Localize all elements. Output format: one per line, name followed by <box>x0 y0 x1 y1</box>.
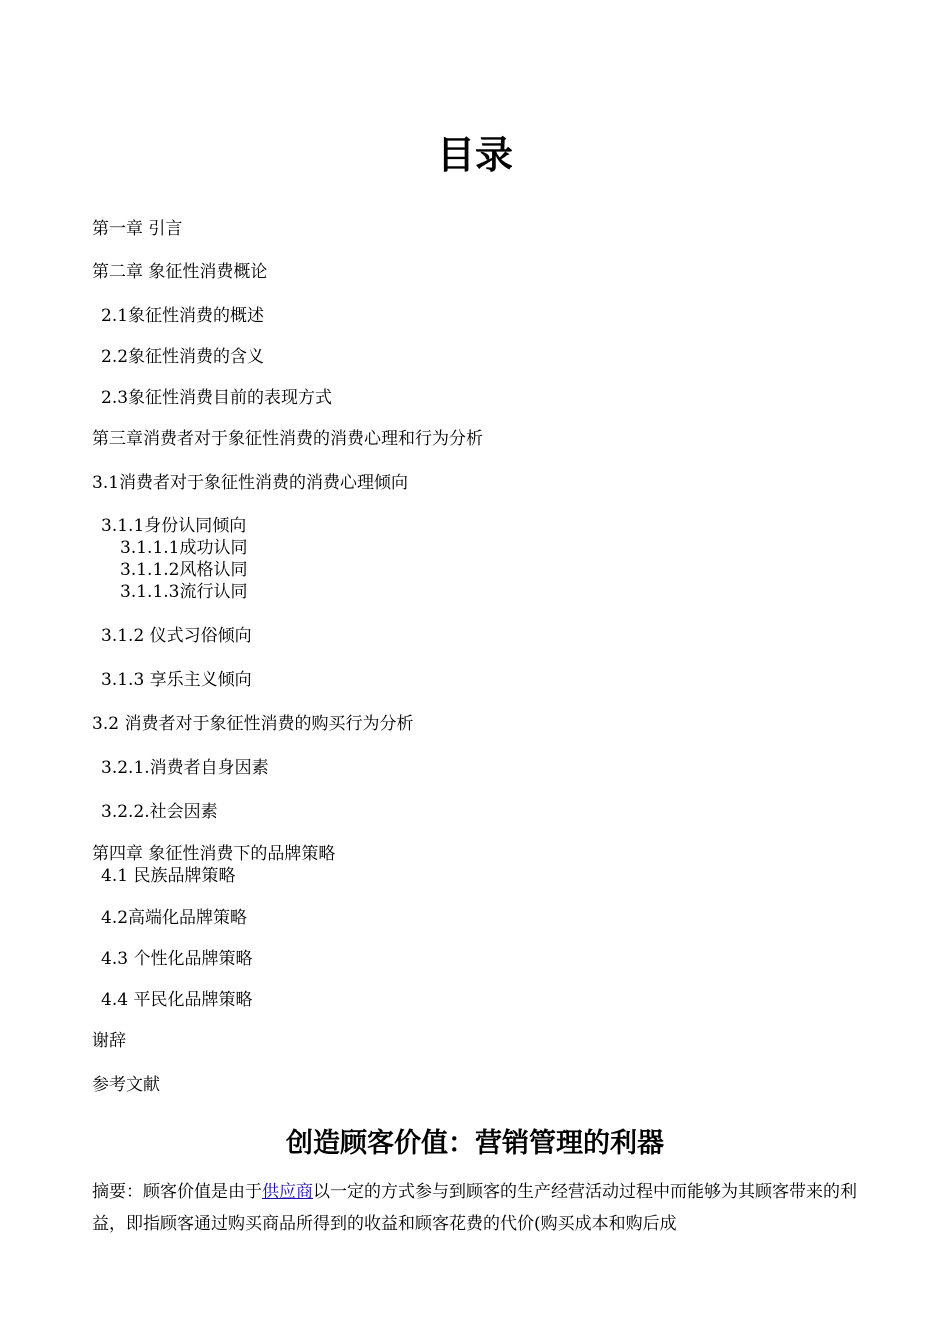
toc-item: 4.1 民族品牌策略 <box>101 866 236 886</box>
article-title: 创造顾客价值：营销管理的利器 <box>286 1128 664 1159</box>
toc-item: 第三章消费者对于象征性消费的消费心理和行为分析 <box>92 429 483 449</box>
toc-item: 4.2高端化品牌策略 <box>101 908 248 928</box>
toc-item: 4.4 平民化品牌策略 <box>101 990 253 1010</box>
supplier-link[interactable]: 供应商 <box>262 1182 313 1202</box>
toc-item: 3.1.1.1成功认同 <box>120 538 248 558</box>
abstract-text-rest: 以一定的方式参与到顾客的生产经营活动过程中而能够为其顾客带来的利益，即指顾客通过购买商品所得到的收益和顾客花费的代价(购买成本和购后成 <box>92 1182 857 1234</box>
toc-item: 3.1.1身份认同倾向 <box>101 516 247 536</box>
toc-item: 3.1.1.3流行认同 <box>120 582 248 602</box>
toc-item: 参考文献 <box>92 1075 160 1095</box>
toc-item: 2.1象征性消费的概述 <box>101 306 265 326</box>
toc-item: 3.1消费者对于象征性消费的消费心理倾向 <box>92 473 409 493</box>
abstract-paragraph <box>92 1176 872 1240</box>
toc-item: 第二章 象征性消费概论 <box>92 262 268 282</box>
toc-item: 4.3 个性化品牌策略 <box>101 949 253 969</box>
toc-item: 第四章 象征性消费下的品牌策略 <box>92 844 336 864</box>
toc-item: 3.2.1.消费者自身因素 <box>101 758 269 778</box>
toc-item: 2.3象征性消费目前的表现方式 <box>101 388 333 408</box>
toc-item: 谢辞 <box>92 1031 126 1051</box>
toc-item: 第一章 引言 <box>92 219 183 239</box>
toc-item: 3.1.1.2风格认同 <box>120 560 248 580</box>
toc-item: 3.2 消费者对于象征性消费的购买行为分析 <box>92 714 414 734</box>
toc-title: 目录 <box>436 132 513 177</box>
toc-item: 3.1.2 仪式习俗倾向 <box>101 626 252 646</box>
abstract-text-start: 摘要：顾客价值是由于 <box>92 1182 262 1202</box>
toc-item: 3.1.3 享乐主义倾向 <box>101 670 252 690</box>
toc-item: 2.2象征性消费的含义 <box>101 347 265 367</box>
toc-item: 3.2.2.社会因素 <box>101 802 218 822</box>
